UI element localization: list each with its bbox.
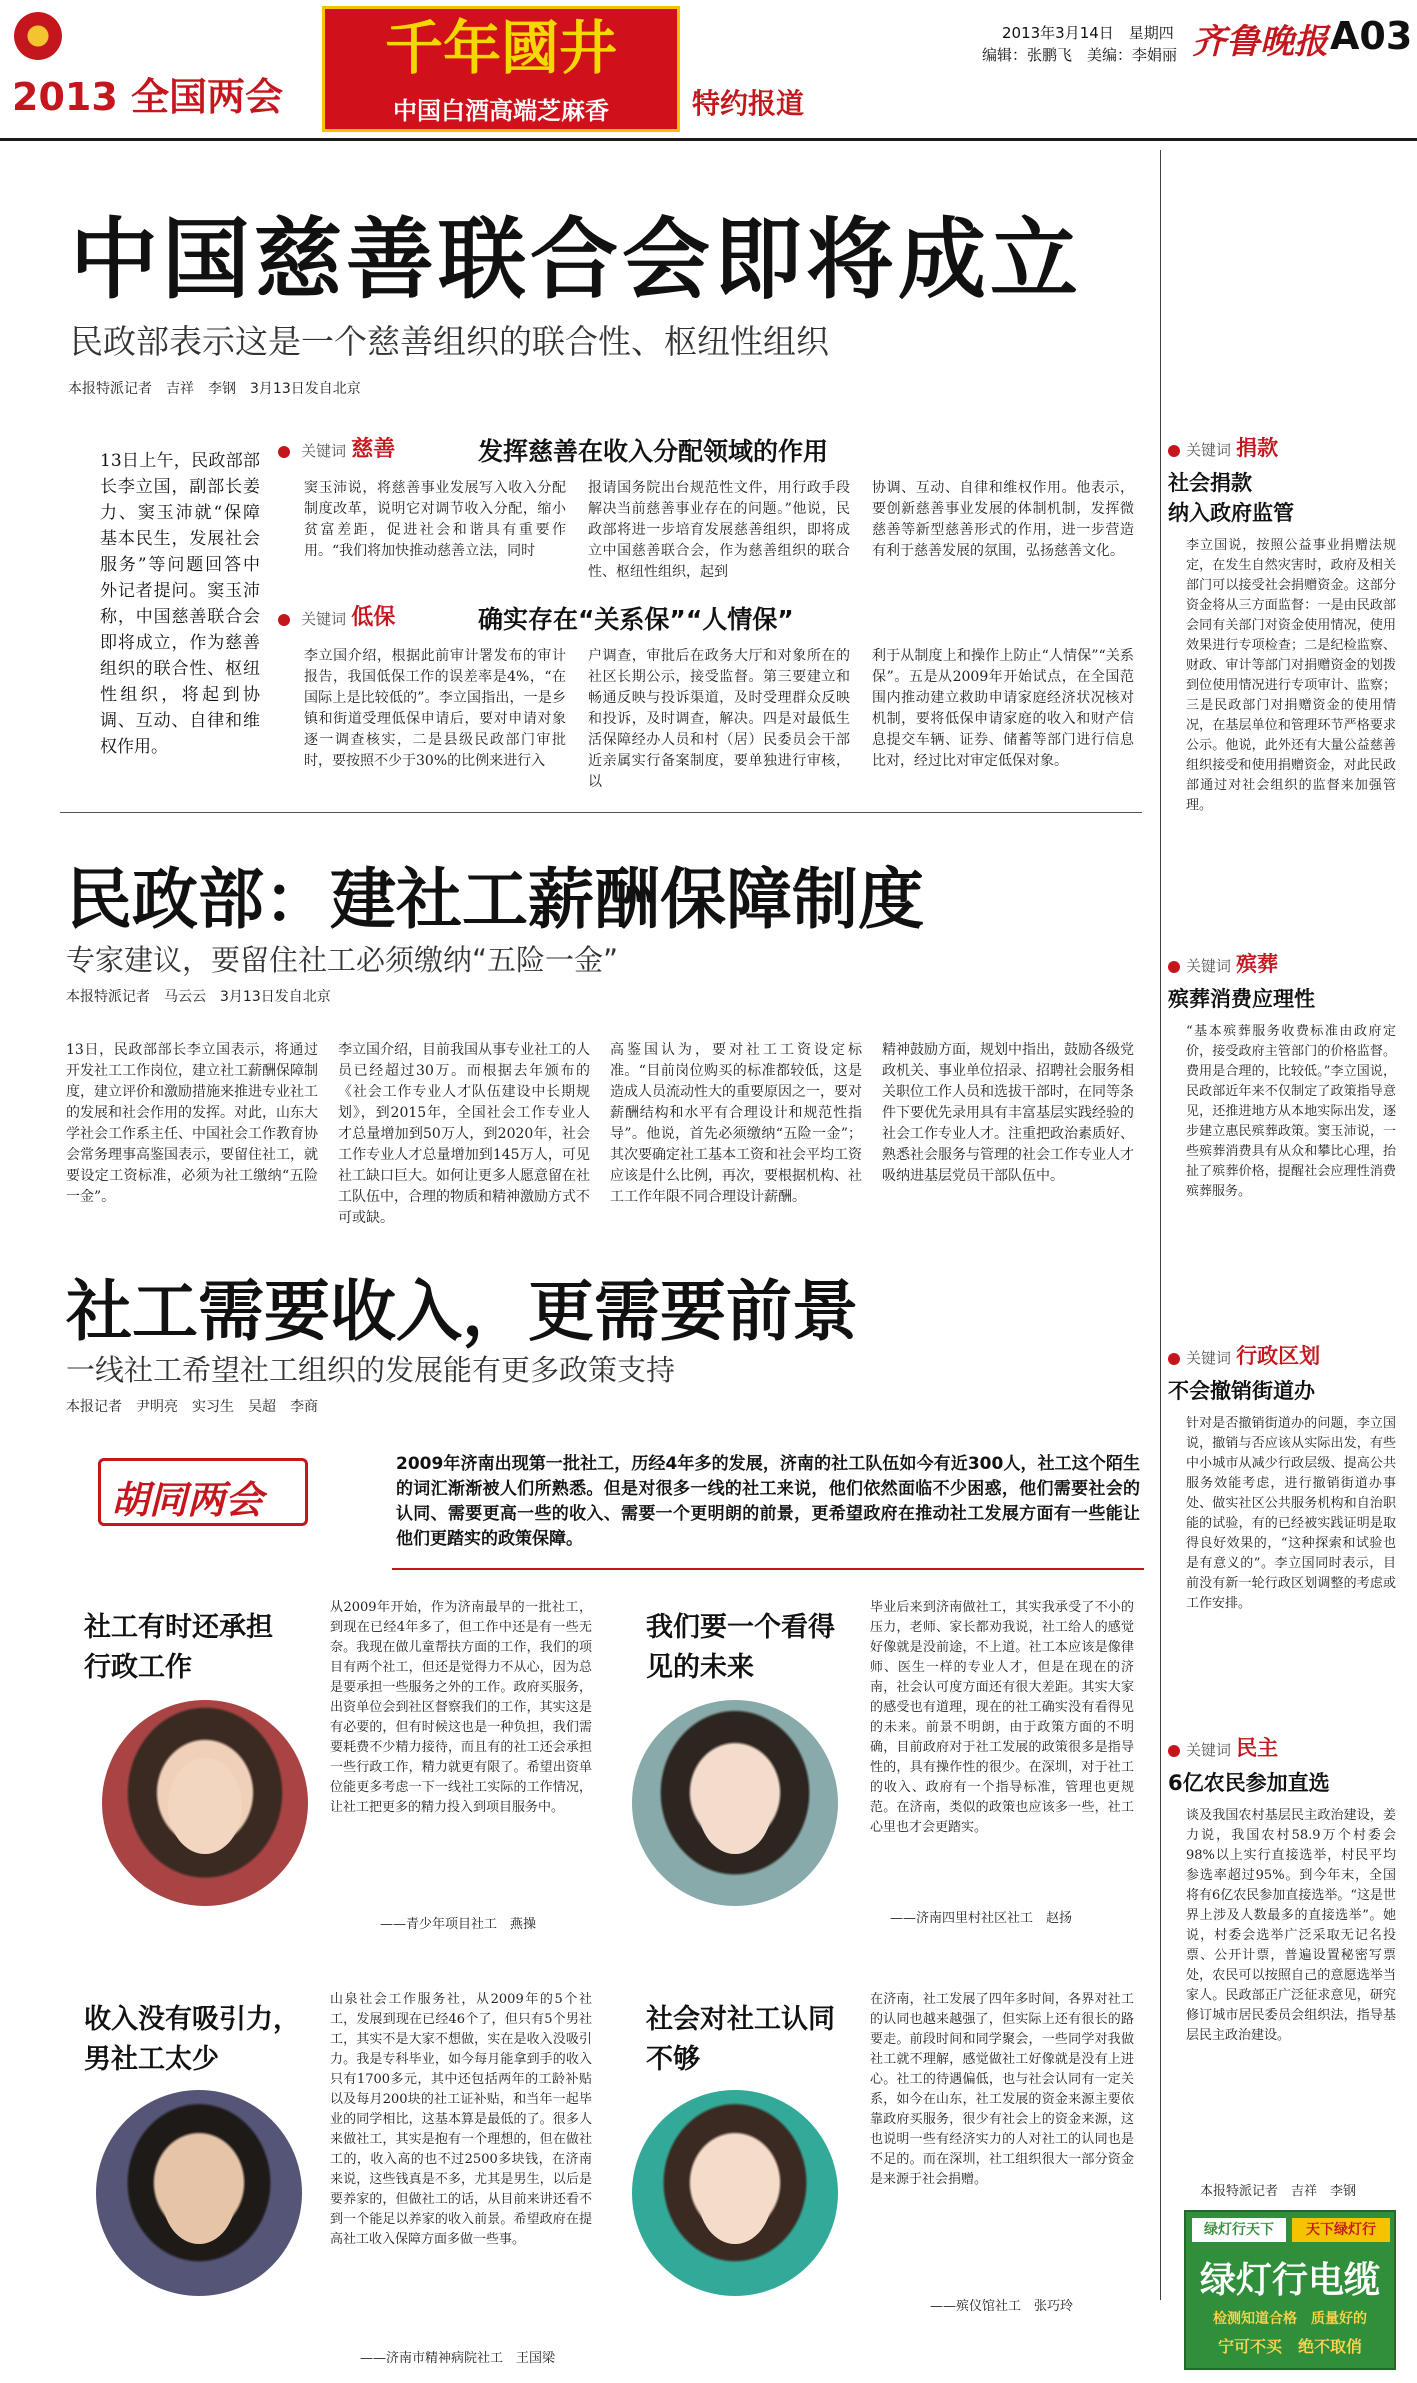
q4-title: 社会对社工认同不够 bbox=[646, 2004, 835, 2075]
sidebar-item-1 bbox=[1168, 432, 1396, 816]
story2-headline: 民政部：建社工薪酬保障制度 bbox=[66, 860, 924, 938]
ad-slogan-1: 检测知道合格 质量好的 bbox=[1213, 2311, 1367, 2327]
sidebar-item-4 bbox=[1168, 1732, 1396, 2046]
bullet-icon bbox=[278, 614, 290, 626]
sidebar-byline: 本报特派记者 吉祥 李钢 bbox=[1200, 2184, 1357, 2199]
sponsor-slogan: 中国白酒高端芝麻香 bbox=[393, 97, 609, 125]
sponsor-banner bbox=[322, 6, 680, 132]
story-divider bbox=[60, 812, 1142, 813]
kw2-title: 确实存在“关系保”“人情保” bbox=[478, 605, 794, 634]
bullet-icon bbox=[278, 446, 290, 458]
kw1-label: 关键词 bbox=[301, 442, 347, 460]
sidebar-text: 针对是否撤销街道办的问题，李立国说，撤销与否应该从实际出发，有些中小城市从减少行政层级、提高公共服务效能考虑，进行撤销街道办事处、做实社区公共服务机构和自治职能的试验，有的已经被实践证明是取得良好效果的，“这种探索和试验也是有意义的”。李立国同时表示，目前没有新一轮行政区划调整的考虑或工作安排。 bbox=[1186, 1416, 1396, 1611]
q3-title: 收入没有吸引力，男社工太少 bbox=[84, 2004, 300, 2075]
story2-col4: 精神鼓励方面，规划中指出，鼓励各级党政机关、事业单位招录、招聘社会服务相关职位工作人员和选拔干部时，在同等条件下要优先录用具有丰富基层实践经验的社会工作专业人才。注重把政治素质好、熟悉社会服务与管理的社会工作专业人才吸纳进基层党员干部队伍中。 bbox=[882, 1042, 1134, 1184]
q4-sign: ——殡仪馆社工 张巧玲 bbox=[930, 2299, 1074, 2314]
kw1-title: 发挥慈善在收入分配领域的作用 bbox=[478, 437, 829, 466]
q1-face bbox=[168, 1758, 242, 1854]
sidebar-title: 殡葬消费应理性 bbox=[1168, 987, 1315, 1011]
editors-line: 编辑：张鹏飞 美编：李娟丽 bbox=[982, 46, 1178, 64]
q1-portrait bbox=[102, 1700, 308, 1906]
sidebar-item-3 bbox=[1168, 1340, 1396, 1614]
story3-intro: 2009年济南出现第一批社工，历经4年多的发展，济南的社工队伍如今有近300人，社工这个陌生的词汇渐渐被人们所熟悉。但是对很多一线的社工来说，他们依然面临不少困惑，他们需要社会的认同、需要更高一些的收入、需要一个更明朗的前景，更希望政府在推动社工发展方面有一些能让他们更踏实的政策保障。 bbox=[396, 1454, 1140, 1549]
q2-sign: ——济南四里村社区社工 赵扬 bbox=[890, 1911, 1073, 1926]
sidebar-title: 6亿农民参加直选 bbox=[1168, 1771, 1330, 1795]
kw1-col2: 报请国务院出台规范性文件，用行政手段解决当前慈善事业存在的问题。”他说，民政部将进一步培育发展慈善组织，即将成立中国慈善联合会，作为慈善组织的联合性、枢纽性组织，起到 bbox=[588, 480, 850, 580]
story2-subhead: 专家建议，要留住社工必须缴纳“五险一金” bbox=[66, 943, 619, 977]
sponsor-brand: 千年國井 bbox=[384, 14, 617, 82]
q1-sign: ——青少年项目社工 燕操 bbox=[380, 1917, 537, 1932]
q3-sign: ——济南市精神病院社工 王国梁 bbox=[360, 2351, 556, 2366]
sidebar-title: 不会撤销街道办 bbox=[1168, 1379, 1315, 1403]
sidebar-label: 关键词 bbox=[1186, 1349, 1232, 1367]
page-number: A03 bbox=[1330, 14, 1413, 58]
kw1-header bbox=[278, 432, 395, 463]
story1-lead: 13日上午，民政部部长李立国，副部长姜力、窦玉沛就“保障基本民生，发展社会服务”等问题回答中外记者提问。窦玉沛称，中国慈善联合会即将成立，作为慈善组织的联合性、枢纽性组织，将起到协调、互动、自律和维权作用。 bbox=[100, 451, 260, 757]
sidebar-text: “基本殡葬服务收费标准由政府定价，接受政府主管部门的价格监督。费用是合理的，比较低。”李立国说，民政部近年来不仅制定了政策指导意见，还推进地方从本地实际出发，逐步建立惠民殡葬政策。窦玉沛说，一些殡葬消费具有从众和攀比心理，抬扯了殡葬价格，提醒社会应理性消费殡葬服务。 bbox=[1186, 1024, 1396, 1199]
sidebar-label: 关键词 bbox=[1186, 1741, 1232, 1759]
q3-text: 山泉社会工作服务社，从2009年的5个社工，发展到现在已经46个了，但只有5个男社工，其实不是大家不想做，实在是收入没吸引力。我是专科毕业，如今每月能拿到手的收入只有1700多元，其中还包括两年的工龄补贴以及每月200块的社工证补贴，和当年一起毕业的同学相比，这基本算是最低的了。很多人来做社工，其实是抱有一个理想的，但在做社工的，收入高的也不过2500多块钱，在济南来说，这些钱真是不多，尤其是男生，以后是要养家的，但做社工的话，从目前来讲还看不到一个能足以养家的收入前景。希望政府在提高社工收入保障方面多做一些事。 bbox=[330, 1992, 592, 2247]
ad-tab-2: 天下绿灯行 bbox=[1292, 2218, 1390, 2242]
bullet-icon bbox=[1168, 445, 1180, 457]
kw2-header bbox=[278, 600, 395, 631]
ad-brand: 绿灯行电缆 bbox=[1199, 2260, 1380, 2301]
cable-ad bbox=[1184, 2210, 1396, 2370]
hutong-logo bbox=[98, 1458, 308, 1526]
story2-col3: 高鉴国认为，要对社工工资设定标准。“目前岗位购买的标准都较低，这是造成人员流动性大的重要原因之一，要对薪酬结构和水平有合理设计和规范性指导”。他说，首先必须缴纳“五险一金”；其次要确定社工基本工资和社会平均工资应该是什么比例，再次，要根据机构、社工工作年限不同合理设计薪酬。 bbox=[610, 1042, 862, 1205]
date-line: 2013年3月14日 星期四 bbox=[1002, 24, 1174, 42]
story1-headline: 中国慈善联合会即将成立 bbox=[70, 207, 1083, 311]
q3-face bbox=[162, 2148, 236, 2244]
bullet-icon bbox=[1168, 961, 1180, 973]
q3-portrait bbox=[96, 2090, 302, 2296]
sidebar-label: 关键词 bbox=[1186, 441, 1232, 459]
sidebar-word: 殡葬 bbox=[1236, 952, 1279, 976]
kw2-label: 关键词 bbox=[301, 610, 347, 628]
sponsor-tag: 特约报道 bbox=[692, 87, 805, 120]
story3-byline: 本报记者 尹明亮 实习生 吴超 李商 bbox=[66, 1399, 318, 1415]
q1-title: 社工有时还承担行政工作 bbox=[84, 1612, 273, 1683]
sidebar-item-2 bbox=[1168, 948, 1396, 1202]
q4-face bbox=[698, 2148, 772, 2244]
q2-text: 毕业后来到济南做社工，其实我承受了不小的压力，老师、家长都劝我说，社工给人的感觉好像就是没前途，不上道。社工本应该是像律师、医生一样的专业人才，但是在现在的济南，社会认可度方面还有很大差距。其实大家的感受也有道理，现在的社工确实没有看得见的未来。前景不明朗，由于政策方面的不明确，目前政府对于社工发展的政策很多是指导性的，具有操作性的很少。在深圳，对于社工的收入、政府有一个指导标准，管理也更规范。在济南，类似的政策也应该多一些，社工心里也才会更踏实。 bbox=[870, 1600, 1134, 1835]
q1-text: 从2009年开始，作为济南最早的一批社工，到现在已经4年多了，但工作中还是有一些无奈。我现在做儿童帮扶方面的工作，我们的项目有两个社工，但还是觉得力不从心，因为总是要承担一些服务之外的工作。政府买服务，出资单位会到社区督察我们的工作，其实这是有必要的，但有时候这也是一种负担，我们需要耗费不少精力接待，而且有的社工还会承担一些行政工作，精力就更有限了。希望出资单位能更多考虑一下一线社工实际的工作情况，让社工把更多的精力投入到项目服务中。 bbox=[330, 1600, 592, 1815]
header-rule bbox=[0, 138, 1417, 141]
story3-subhead: 一线社工希望社工组织的发展能有更多政策支持 bbox=[66, 1353, 676, 1387]
kw1-col3: 协调、互动、自律和维权作用。他表示，要创新慈善事业发展的体制机制，发挥微慈善等新型慈善形式的作用，进一步营造有利于慈善发展的氛围，弘扬慈善文化。 bbox=[872, 480, 1134, 559]
bullet-icon bbox=[1168, 1745, 1180, 1757]
sidebar-text: 谈及我国农村基层民主政治建设，姜力说，我国农村58.9万个村委会98%以上实行直接选举，村民平均参选率超过95%。到今年末，全国将有6亿农民参加直接选举。“这是世界上涉及人数最多的直接选举”。她说，村委会选举广泛采取无记名投票、公开计票，普遍设置秘密写票处，农民可以按照自己的意愿选举当家人。民政部正广泛征求意见，研究修订城市居民委员会组织法，指导基层民主政治建设。 bbox=[1186, 1808, 1396, 2043]
q2-title: 我们要一个看得见的未来 bbox=[646, 1612, 835, 1683]
kw2-col1: 李立国介绍，根据此前审计署发布的审计报告，我国低保工作的误差率是4%，“在国际上是比较低的”。李立国指出，一是乡镇和街道受理低保申请后，要对申请对象逐一调查核实，二是县级民政部门审批时，要按照不少于30%的比例来进行入 bbox=[304, 648, 566, 769]
sidebar-text: 李立国说，按照公益事业捐赠法规定，在发生自然灾害时，政府及相关部门可以接受社会捐赠资金。这部分资金将从三方面监督：一是由民政部会同有关部门对资金使用情况，使用效果进行专项检查；二是纪检监察、财政、审计等部门对捐赠资金的划拨到位使用情况进行专项审计、监察；三是民政部门对捐赠资金的使用情况，在基层单位和管理环节严格要求公示。他说，此外还有大量公益慈善组织接受和使用捐赠资金，对此民政部通过对社会组织的监督来加强管理。 bbox=[1186, 538, 1396, 813]
intro-box bbox=[392, 1452, 1144, 1570]
ad-slogan-2: 宁可不买 绝不取俏 bbox=[1217, 2337, 1362, 2356]
kw1-col1: 窦玉沛说，将慈善事业发展写入收入分配制度改革，说明它对调节收入分配，缩小贫富差距，促进社会和谐具有重要作用。“我们将加快推动慈善立法，同时 bbox=[304, 480, 566, 559]
q2-face bbox=[698, 1758, 772, 1854]
q2-portrait bbox=[632, 1700, 838, 1906]
kw2-col3: 利于从制度上和操作上防止“人情保”“关系保”。五是从2009年开始试点，在全国范围内推动建立救助申请家庭经济状况核对机制，要将低保申请家庭的收入和财产信息提交车辆、证券、储蓄等部门进行信息比对，经过比对审定低保对象。 bbox=[872, 648, 1134, 769]
q4-portrait bbox=[632, 2090, 838, 2296]
kw2-word: 低保 bbox=[351, 604, 396, 630]
story2-col2: 李立国介绍，目前我国从事专业社工的人员已经超过30万。而根据去年颁布的《社会工作专业人才队伍建设中长期规划》，到2015年，全国社会工作专业人才总量增加到50万人，到2020年，社会工作专业人才总量增加到145万人，可见社工缺口巨大。如何让更多人愿意留在社工队伍中，合理的物质和精神激励方式不可或缺。 bbox=[338, 1042, 590, 1226]
header-emblem bbox=[14, 12, 62, 60]
story1-subhead: 民政部表示这是一个慈善组织的联合性、枢纽性组织 bbox=[70, 322, 829, 361]
story3-headline: 社工需要收入，更需要前景 bbox=[66, 1272, 858, 1350]
ad-tab-1: 绿灯行天下 bbox=[1192, 2218, 1286, 2242]
kw1-word: 慈善 bbox=[351, 436, 396, 462]
story1-byline: 本报特派记者 吉祥 李钢 3月13日发自北京 bbox=[68, 381, 361, 397]
event-title: 2013 全国两会 bbox=[12, 75, 283, 119]
q4-text: 在济南，社工发展了四年多时间，各界对社工的认同也越来越强了，但实际上还有很长的路要走。前段时间和同学聚会，一些同学对我做社工就不理解，感觉做社工好像就是没有上进心。社工的待遇偏低，也与社会认同有一定关系，如今在山东，社工发展的资金来源主要依靠政府买服务，很少有社会上的资金来源，这也说明一些有经济实力的人对社工的认同也是不足的。而在深圳，社工组织很大一部分资金是来源于社会捐赠。 bbox=[870, 1992, 1134, 2187]
sidebar-label: 关键词 bbox=[1186, 957, 1232, 975]
bullet-icon bbox=[1168, 1353, 1180, 1365]
sidebar-title: 社会捐款 纳入政府监管 bbox=[1168, 471, 1294, 525]
paper-name: 齐鲁晚报 bbox=[1192, 22, 1328, 62]
story2-col1: 13日，民政部部长李立国表示，将通过开发社工工作岗位，建立社工薪酬保障制度，建立评价和激励措施来推进专业社工的发展和社会作用的发挥。对此，山东大学社会工作系主任、中国社会工作教育协会常务理事高鉴国表示，要留住社工，就要设定工资标准，必须为社工缴纳“五险一金”。 bbox=[66, 1042, 318, 1205]
sidebar-rule bbox=[1160, 150, 1161, 2300]
sidebar-word: 行政区划 bbox=[1236, 1344, 1321, 1368]
hutong-logo-text: 胡同两会 bbox=[111, 1478, 264, 1522]
kw2-col2: 户调查，审批后在政务大厅和对象所在的社区长期公示，接受监督。第三要建立和畅通反映与投诉渠道，及时受理群众反映和投诉，及时调查，解决。四是对最低生活保障经办人员和村（居）民委员会干部近亲属实行备案制度，要单独进行审核，以 bbox=[588, 648, 850, 790]
sidebar-word: 捐款 bbox=[1236, 436, 1279, 460]
story2-byline: 本报特派记者 马云云 3月13日发自北京 bbox=[66, 989, 331, 1005]
sidebar-word: 民主 bbox=[1236, 1736, 1279, 1760]
